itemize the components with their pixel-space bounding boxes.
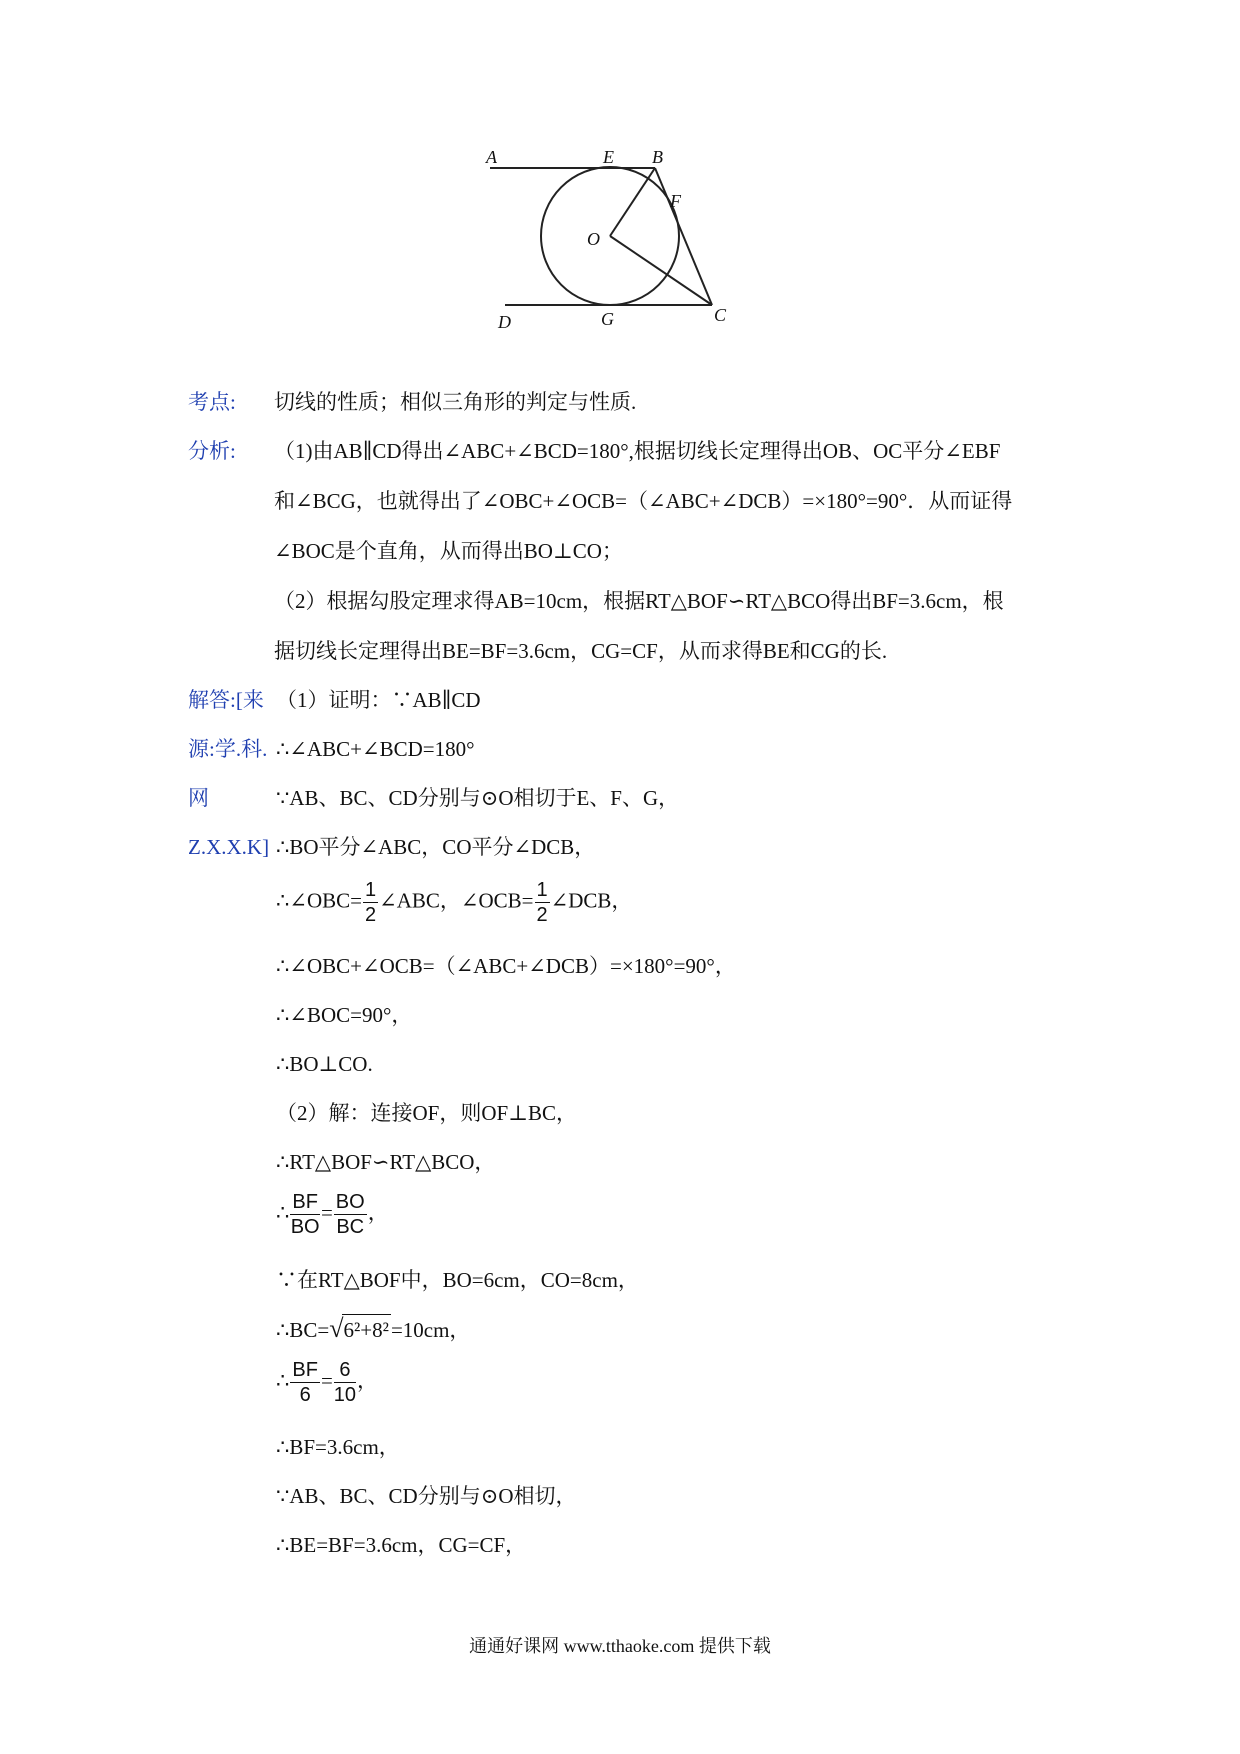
solution-line-5 [276, 878, 632, 927]
solution-line-16: ∵AB、BC、CD分别与⊙O相切， [276, 1484, 577, 1508]
label-e: E [603, 147, 614, 167]
solution-line-4: ∴BO平分∠ABC，CO平分∠DCB， [276, 835, 596, 859]
fraction-bf-bo: $\frac{BF}{BO}$ [290, 1191, 320, 1238]
kaodian-text: 切线的性质；相似三角形的判定与性质. [274, 390, 637, 414]
half-angle-obc-text: ∴∠OBC= [276, 888, 362, 913]
fraction-6-10: $\frac{6}{10}$ [333, 1359, 357, 1406]
solution-line-13: ∴BC=√6²+8²=10cm， [276, 1314, 471, 1343]
solution-line-1: （1）证明：∵AB∥CD [276, 688, 481, 712]
jieda-tag-3: 网 [188, 786, 209, 810]
fenxi-tag: 分析: [188, 439, 236, 463]
label-d: D [498, 312, 511, 332]
label-a: A [486, 147, 497, 167]
fenxi-line-1: （1)由AB∥CD得出∠ABC+∠BCD=180°,根据切线长定理得出OB、OC平分∠EBF [274, 439, 1001, 463]
jieda-tag-4: Z.X.X.K] [188, 835, 270, 859]
fenxi-line-4: （2）根据勾股定理求得AB=10cm，根据RT△BOF∽RT△BCO得出BF=3.6cm，根 [274, 589, 1004, 613]
sqrt-expression: 6²+8² [342, 1314, 391, 1345]
solution-line-3: ∵AB、BC、CD分别与⊙O相切于E、F、G， [276, 786, 680, 810]
line-bc [655, 168, 712, 305]
solution-line-11: ∴ $\frac{BF}{BO}$ = $\frac{BO}{BC}$ ， [276, 1191, 389, 1238]
label-g: G [601, 309, 614, 329]
fraction-half-2: $\frac{1}{2}$ [536, 879, 548, 926]
label-o: O [587, 229, 600, 249]
solution-line-14: ∴ $\frac{BF}{6}$ = $\frac{6}{10}$ ， [276, 1359, 379, 1406]
page-footer: 通通好课网 www.tthaoke.com 提供下载 [469, 1636, 771, 1656]
solution-line-8: ∴BO⊥CO. [276, 1052, 373, 1076]
label-f: F [670, 191, 681, 211]
fraction-bf-6: $\frac{BF}{6}$ [292, 1359, 318, 1406]
line-ob [610, 168, 655, 236]
geometry-figure [486, 147, 760, 368]
solution-line-2: ∴∠ABC+∠BCD=180° [276, 737, 475, 761]
solution-line-7: ∴∠BOC=90°， [276, 1003, 413, 1027]
half-angle-ocb-text: ∠ABC，∠OCB= [379, 888, 534, 913]
solution-line-9: （2）解：连接OF，则OF⊥BC， [276, 1101, 577, 1125]
label-c: C [714, 305, 727, 325]
solution-line-10: ∴RT△BOF∽RT△BCO， [276, 1150, 496, 1174]
fenxi-line-2: 和∠BCG，也就得出了∠OBC+∠OCB=（∠ABC+∠DCB）=×180°=90°．从而证得 [274, 489, 1013, 513]
kaodian-tag: 考点: [188, 390, 236, 414]
fenxi-line-5: 据切线长定理得出BE=BF=3.6cm，CG=CF，从而求得BE和CG的长. [274, 639, 888, 663]
solution-line-17: ∴BE=BF=3.6cm，CG=CF， [276, 1533, 527, 1557]
solution-line-6: ∴∠OBC+∠OCB=（∠ABC+∠DCB）=×180°=90°， [276, 954, 736, 978]
half-angle-dcb-text: ∠DCB， [550, 888, 633, 913]
solution-line-15: ∴BF=3.6cm， [276, 1435, 400, 1459]
sqrt-icon: √ [329, 1314, 344, 1343]
fenxi-line-3: ∠BOC是个直角，从而得出BO⊥CO； [274, 539, 623, 563]
jieda-tag-2: 源:学.科. [188, 737, 268, 761]
fraction-half-1: $\frac{1}{2}$ [364, 879, 377, 926]
fraction-bo-bc: $\frac{BO}{BC}$ [335, 1191, 365, 1238]
label-b: B [652, 147, 663, 167]
solution-line-12: ∵在RT△BOF中，BO=6cm，CO=8cm， [276, 1268, 639, 1292]
jieda-tag-1: 解答:[来 [188, 688, 264, 712]
